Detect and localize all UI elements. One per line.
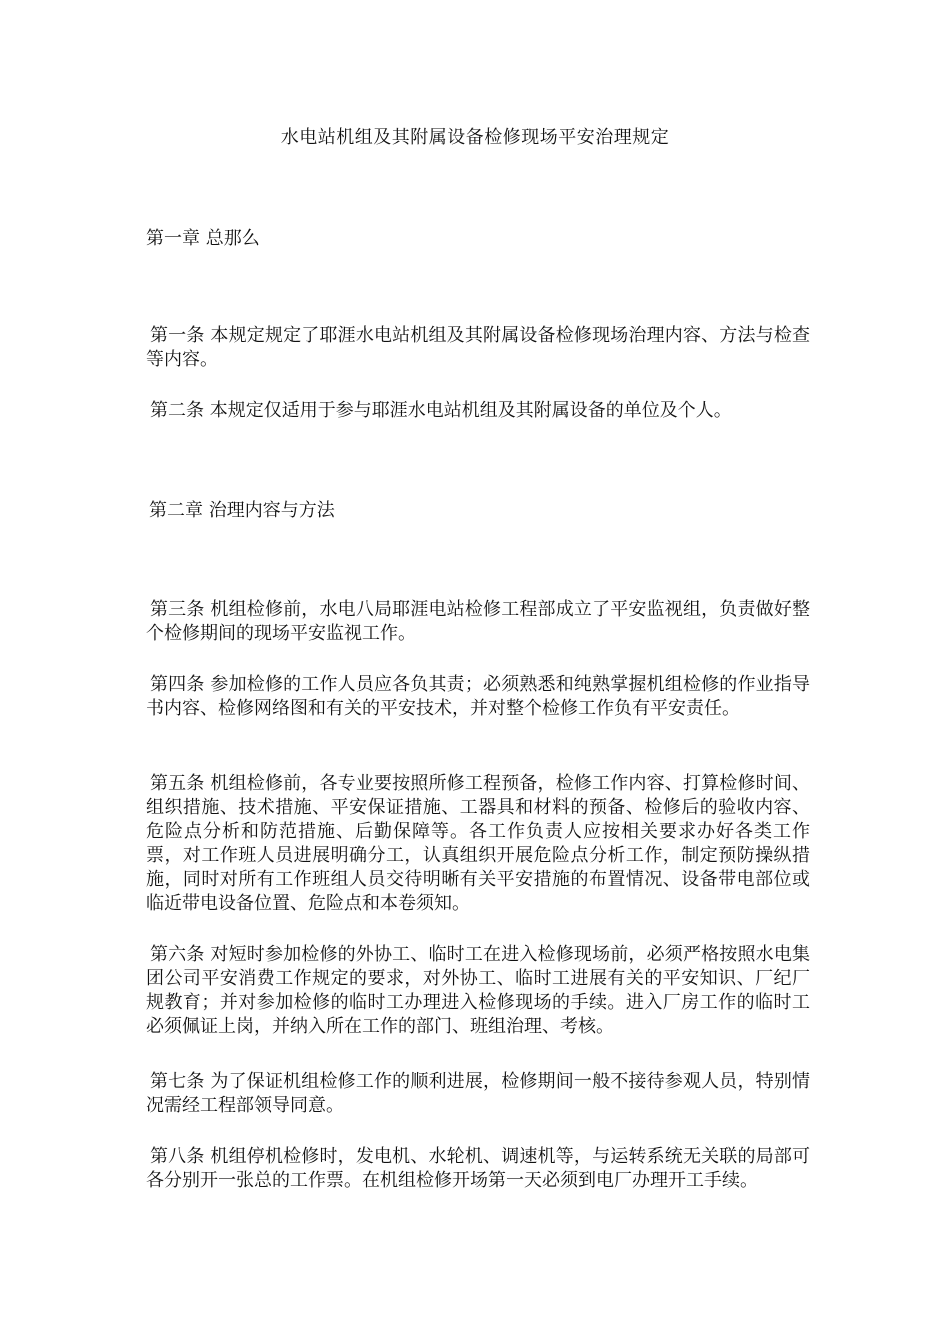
article-2: 第二条 本规定仅适用于参与耶涯水电站机组及其附属设备的单位及个人。: [150, 400, 732, 421]
chapter-1-heading: 第一章 总那么: [146, 228, 260, 249]
article-4: 第四条 参加检修的工作人员应各负其责；必须熟悉和纯熟掌握机组检修的作业指导书内容、检修网络图和有关的平安技术，并对整个检修工作负有平安责任。: [146, 674, 810, 719]
article-8: 第八条 机组停机检修时，发电机、水轮机、调速机等，与运转系统无关联的局部可各分别开一张总的工作票。在机组检修开场第一天必须到电厂办理开工手续。: [146, 1146, 810, 1191]
chapter-2-heading: 第二章 治理内容与方法: [149, 500, 335, 521]
document-title: 水电站机组及其附属设备检修现场平安治理规定: [280, 127, 670, 148]
article-3: 第三条 机组检修前，水电八局耶涯电站检修工程部成立了平安监视组，负责做好整个检修期间的现场平安监视工作。: [146, 599, 810, 644]
article-7: 第七条 为了保证机组检修工作的顺利进展，检修期间一般不接待参观人员，特别情况需经工程部领导同意。: [146, 1071, 810, 1116]
article-6: 第六条 对短时参加检修的外协工、临时工在进入检修现场前，必须严格按照水电集团公司平安消费工作规定的要求，对外协工、临时工进展有关的平安知识、厂纪厂规教育；并对参加检修的临时工办理进入检修现场的手续。进入厂房工作的临时工必须佩证上岗，并纳入所在工作的部门、班组治理、考核。: [146, 944, 810, 1037]
article-1: 第一条 本规定规定了耶涯水电站机组及其附属设备检修现场治理内容、方法与检查等内容。: [146, 325, 810, 370]
article-5: 第五条 机组检修前，各专业要按照所修工程预备，检修工作内容、打算检修时间、组织措施、技术措施、平安保证措施、工器具和材料的预备、检修后的验收内容、危险点分析和防范措施、后勤保障等。各工作负责人应按相关要求办好各类工作票，对工作班人员进展明确分工，认真组织开展危险点分析工作，制定预防操纵措施，同时对所有工作班组人员交待明晰有关平安措施的布置情况、设备带电部位或临近带电设备位置、危险点和本卷须知。: [146, 773, 810, 914]
